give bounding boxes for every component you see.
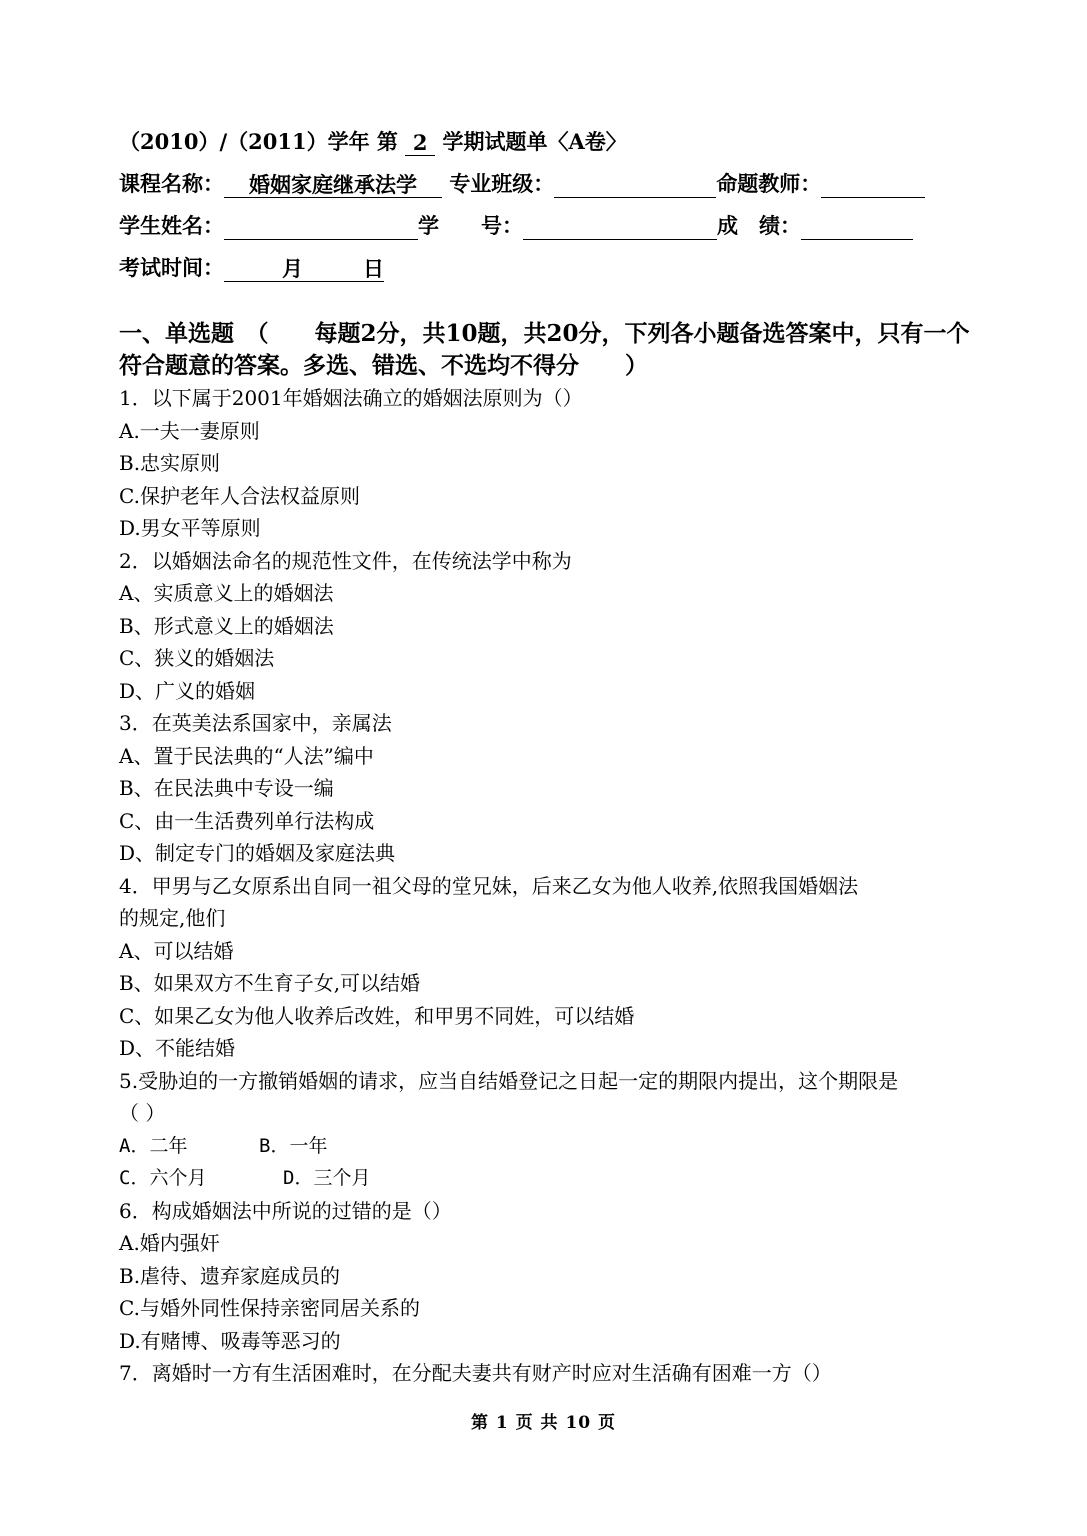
- question-stem: 1．以下属于2001年婚姻法确立的婚姻法原则为（）: [119, 386, 583, 410]
- score-field: [801, 213, 913, 240]
- answer-option: B.忠实原则: [119, 451, 221, 475]
- answer-option: D.男女平等原则: [119, 516, 261, 540]
- answer-option: B、在民法典中专设一编: [119, 776, 334, 800]
- question-stem: 4．甲男与乙女原系出自同一祖父母的堂兄妹，后来乙女为他人收养,依照我国婚姻法: [119, 873, 859, 898]
- answer-option: D、不能结婚: [119, 1036, 236, 1060]
- answer-option-row: [119, 1130, 979, 1163]
- answer-option: A、可以结婚: [119, 938, 234, 963]
- answer-option: C.与婚外同性保持亲密同居关系的: [119, 1296, 420, 1320]
- answer-option: A.婚内强奸: [119, 1231, 220, 1255]
- title-suffix: 学期试题单〈A卷〉: [442, 129, 627, 154]
- month-label: 月: [282, 256, 303, 281]
- question-stem: 3．在英美法系国家中，亲属法: [119, 711, 392, 735]
- course-line: [119, 170, 925, 198]
- student-name-field: [224, 213, 418, 240]
- exam-time-line: [119, 254, 384, 282]
- page-footer: 第 1 页 共 10 页: [470, 1413, 617, 1433]
- major-field: [554, 171, 716, 198]
- title-prefix: （2010）/（2011）学年 第: [119, 129, 398, 154]
- answer-option: D、制定专门的婚姻及家庭法典: [119, 841, 396, 865]
- exam-title: [119, 128, 627, 156]
- teacher-field: [821, 171, 925, 198]
- answer-option: A、置于民法典的“人法”编中: [119, 743, 374, 768]
- question-list: [119, 382, 979, 1390]
- time-label: 考试时间：: [119, 255, 224, 280]
- answer-option: C、如果乙女为他人收养后改姓，和甲男不同姓，可以结婚: [119, 1003, 635, 1028]
- answer-option: B．一年: [259, 1134, 328, 1157]
- student-id-field: [523, 213, 717, 240]
- answer-option: C、狭义的婚姻法: [119, 646, 275, 670]
- section-heading: 一、单选题 （ 每题2分，共10题，共20分，下列各小题备选答案中，只有一个符合题意的答案。多选、错选、不选均不得分 ）: [119, 320, 970, 379]
- score-label: 成 绩：: [717, 213, 801, 238]
- question-stem: 2．以婚姻法命名的规范性文件，在传统法学中称为: [119, 548, 572, 573]
- answer-option-row: [119, 1162, 979, 1195]
- answer-option: A.一夫一妻原则: [119, 418, 260, 443]
- answer-option: B.虐待、遗弃家庭成员的: [119, 1263, 341, 1288]
- student-id-label: 学 号：: [418, 213, 523, 238]
- answer-option: D、广义的婚姻: [119, 678, 256, 703]
- answer-option: A．二年: [119, 1134, 188, 1157]
- question-stem-continued: 的规定,他们: [119, 906, 226, 930]
- answer-option: A、实质意义上的婚姻法: [119, 581, 334, 605]
- answer-option: C、由一生活费列单行法构成: [119, 808, 375, 833]
- answer-option: B、如果双方不生育子女,可以结婚: [119, 971, 421, 995]
- student-line: [119, 212, 913, 240]
- day-label: 日: [363, 256, 384, 281]
- course-name: 婚姻家庭继承法学: [224, 171, 442, 198]
- course-label: 课程名称：: [119, 171, 224, 196]
- teacher-label: 命题教师：: [716, 171, 822, 196]
- student-label: 学生姓名：: [119, 213, 224, 238]
- answer-option: D．三个月: [283, 1167, 371, 1189]
- question-stem-continued: （ ）: [119, 1101, 166, 1125]
- major-label: 专业班级：: [449, 171, 555, 196]
- question-stem: 6．构成婚姻法中所说的过错的是（）: [119, 1198, 452, 1223]
- question-stem: 5.受胁迫的一方撤销婚姻的请求，应当自结婚登记之日起一定的期限内提出，这个期限是: [119, 1068, 899, 1093]
- answer-option: D.有赌博、吸毒等恶习的: [119, 1328, 341, 1353]
- question-stem: 7．离婚时一方有生活困难时，在分配夫妻共有财产时应对生活确有困难一方（）: [119, 1361, 832, 1385]
- answer-option: C.保护老年人合法权益原则: [119, 483, 360, 508]
- term-number: 2: [405, 129, 435, 156]
- answer-option: C．六个月: [119, 1167, 207, 1189]
- answer-option: B、形式意义上的婚姻法: [119, 613, 334, 638]
- exam-date-field: [224, 255, 384, 282]
